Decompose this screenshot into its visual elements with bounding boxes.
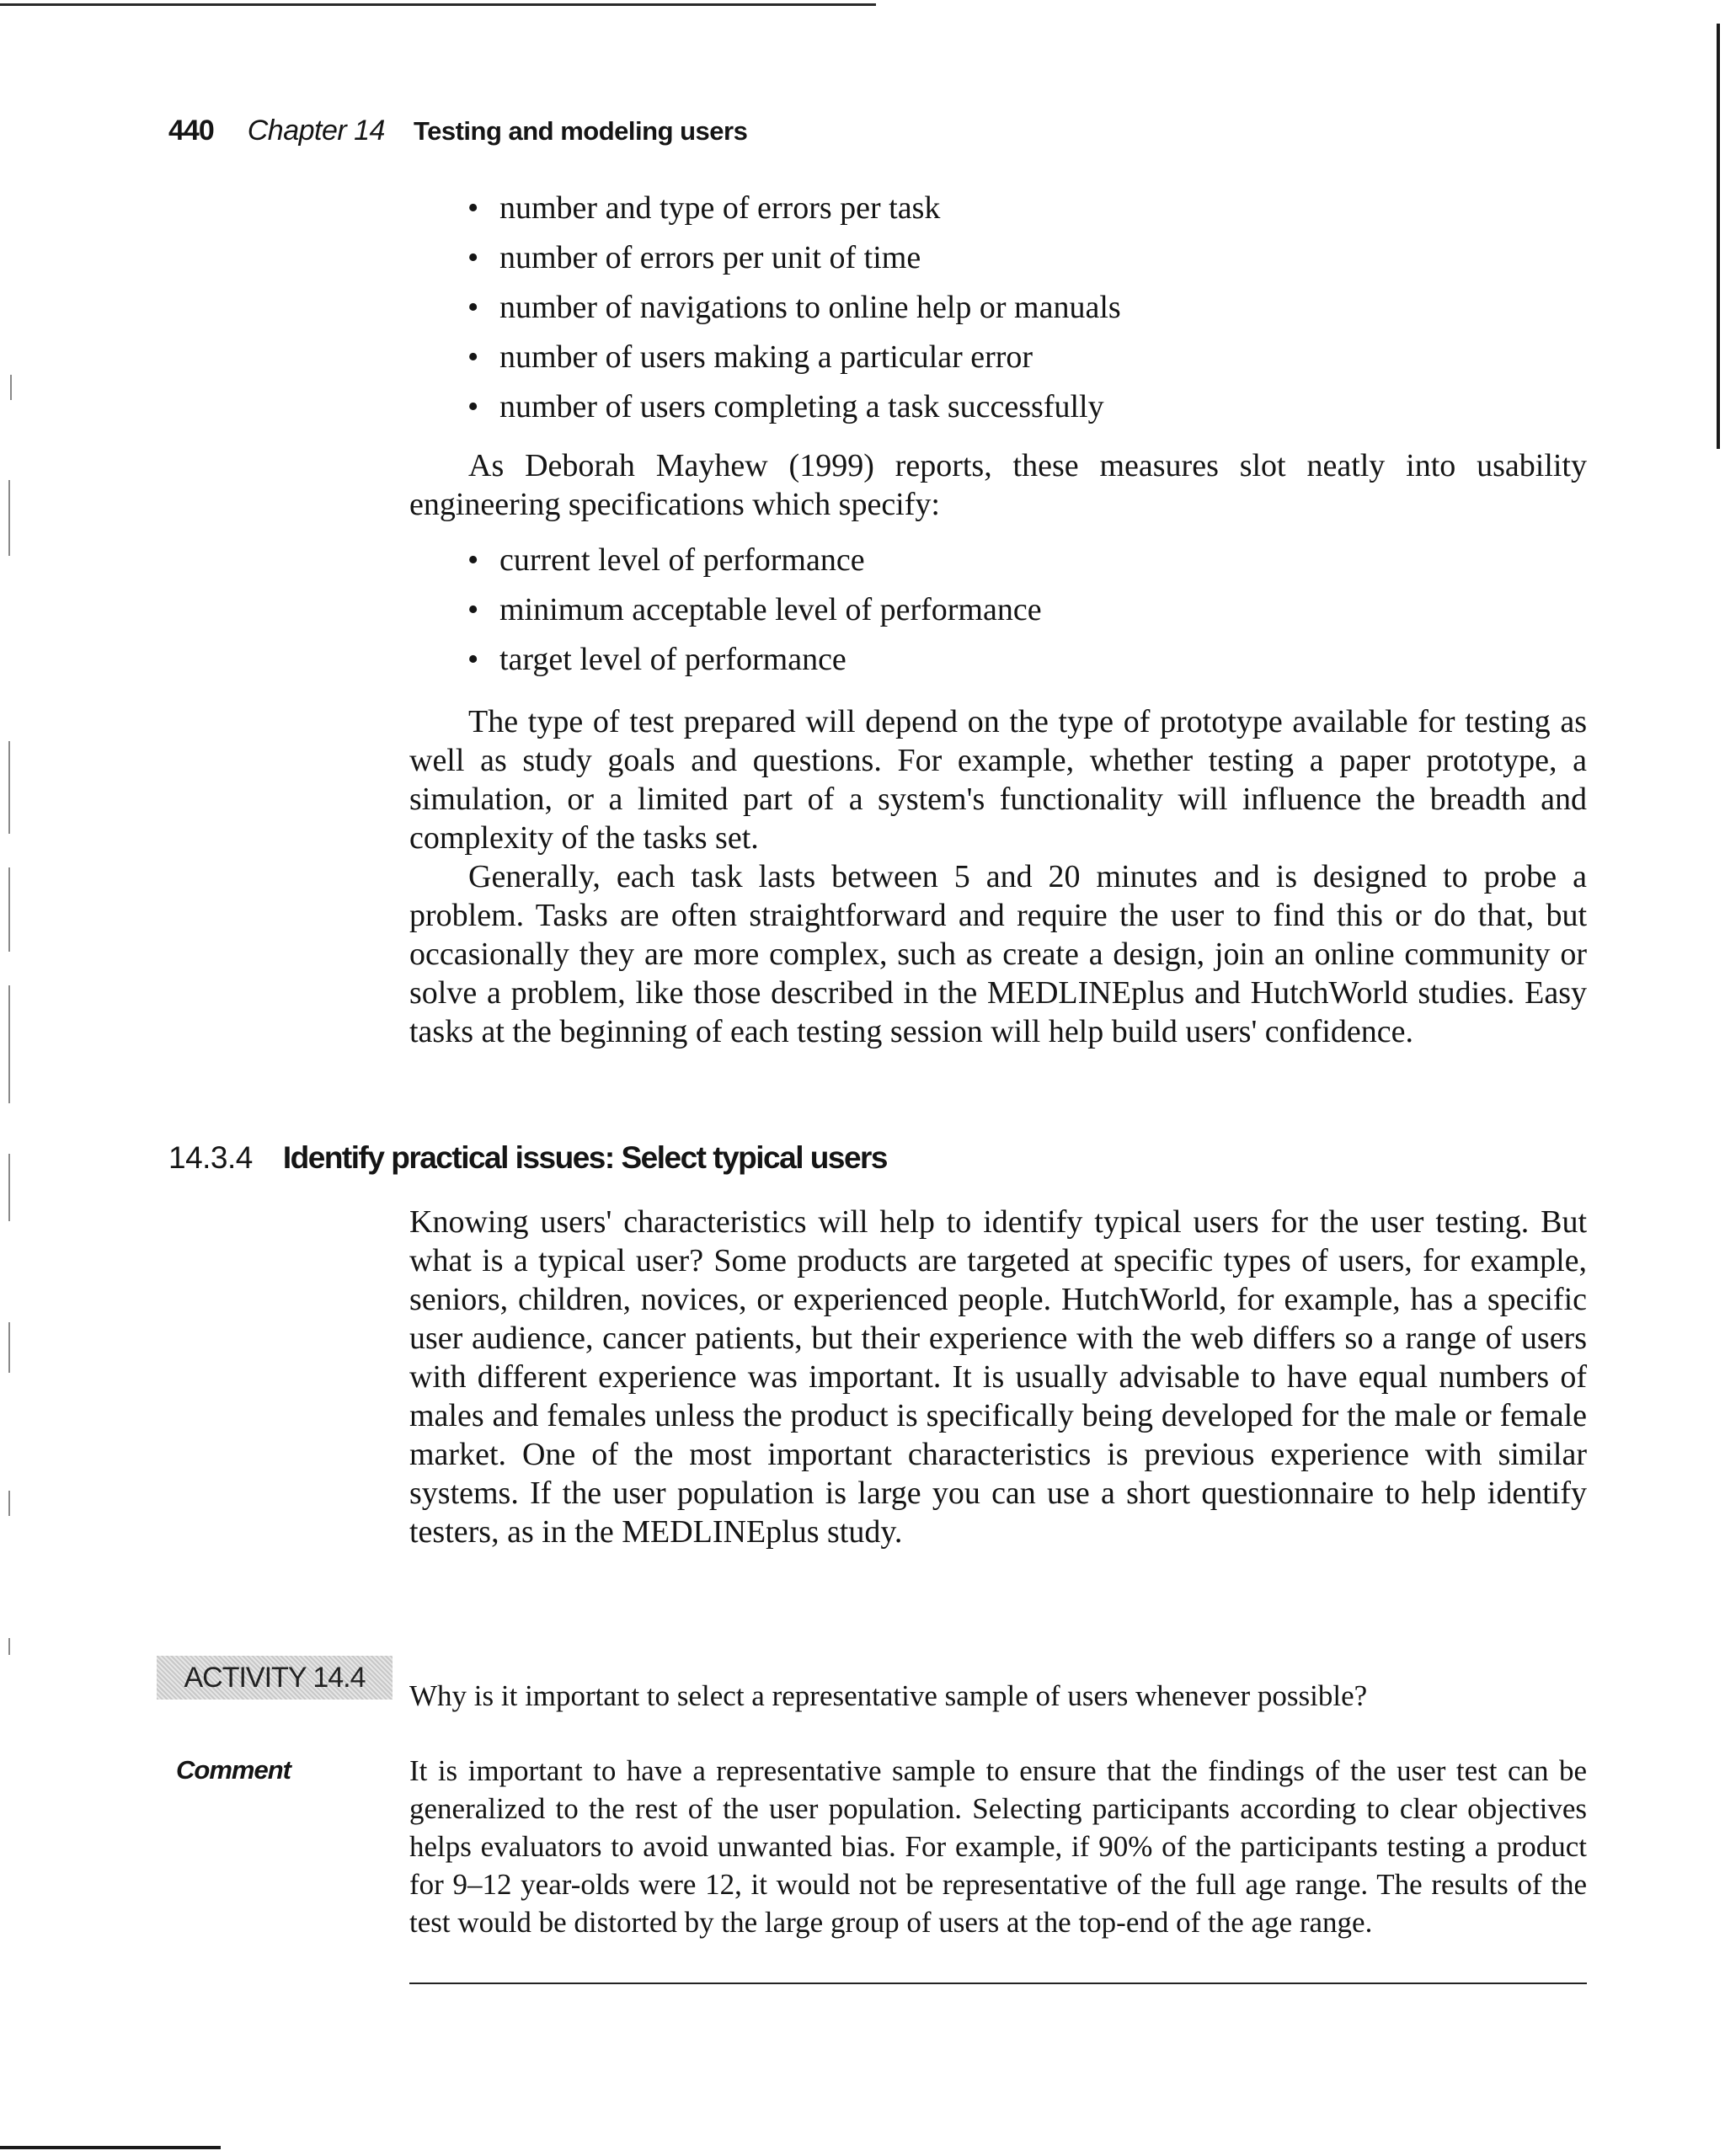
page-number: 440 [168, 115, 214, 147]
list-item: • number of navigations to online help or manuals [467, 288, 1588, 338]
margin-mark [8, 867, 10, 952]
paragraph-typical-users: Knowing users' characteristics will help to identify typical users for the user testing. But what is a typical user? Some products are targeted at specific types of users, for example, seniors, children, novices, or experienced people. HutchWorld, for example, has a specific user audience, cancer patients, but their experience with the web differs so a range of users with different experience was important. It is usually advisable to have equal numbers of males and females unless the product is specifically being developed for the male or female market. One of the most important characteristics is previous experience with similar systems. If the user population is large you can use a short questionnaire to help identify testers, as in the MEDLINEplus study. [409, 1204, 1587, 1550]
section-title: Identify practical issues: Select typical users [282, 1140, 887, 1175]
page-header [168, 115, 1516, 152]
list-item: • minimum acceptable level of performance [467, 590, 1588, 640]
top-scan-rule [0, 3, 876, 6]
paragraph-mayhew: As Deborah Mayhew (1999) reports, these measures slot neatly into usability engineering specifications which specify: [409, 448, 1587, 522]
section-number: 14.3.4 [168, 1140, 253, 1175]
right-scan-rule [1717, 24, 1720, 449]
activity-label: ACTIVITY 14.4 [157, 1656, 393, 1700]
comment-text: It is important to have a representative sample to ensure that the findings of the user test can be generalized to the rest of the user population. Selecting participants according to clear objectives helps evaluators to avoid unwanted bias. For example, if 90% of the participants testing a product for 9–12 year-olds were 12, it would not be representative of the full age range. The results of the test would be distorted by the large group of users at the top-end of the age range. [409, 1754, 1587, 1939]
bullet-list-performance [467, 541, 1588, 690]
margin-mark [8, 985, 10, 1103]
list-item: • number of errors per unit of time [467, 238, 1588, 288]
paragraph-type-of-test: The type of test prepared will depend on the type of prototype available for testing as well as study goals and questions. For example, whether testing a paper prototype, a simulation, or a limited part of a system's functionality will influence the breadth and complexity of the tasks set. [409, 704, 1587, 856]
paragraph-task-duration: Generally, each task lasts between 5 and 20 minutes and is designed to probe a problem. Tasks are often straightforward and require the user to find this or do that, but occasionally they are more complex, such as create a design, join an online community or solve a problem, like those described in the MEDLINEplus and HutchWorld studies. Easy tasks at the beginning of each testing session will help build users' confidence. [409, 859, 1587, 1049]
bullet-list-measures [467, 189, 1588, 437]
margin-mark [8, 480, 10, 556]
list-item: • number and type of errors per task [467, 189, 1588, 238]
comment-label: Comment [176, 1755, 291, 1785]
list-item: • number of users completing a task successfully [467, 387, 1588, 437]
list-item: • number of users making a particular error [467, 338, 1588, 387]
section-heading [168, 1140, 1516, 1182]
margin-mark [8, 1638, 10, 1655]
bottom-scan-rule [0, 2146, 221, 2149]
chapter-title: Testing and modeling users [413, 116, 748, 146]
margin-mark [8, 1322, 10, 1373]
activity-end-rule [409, 1983, 1587, 1984]
activity-question: Why is it important to select a representative sample of users whenever possible? [409, 1679, 1368, 1712]
chapter-label: Chapter 14 [247, 115, 385, 147]
margin-mark [8, 1154, 10, 1221]
margin-mark [8, 1491, 10, 1516]
margin-mark [10, 375, 12, 400]
list-item: • target level of performance [467, 640, 1588, 690]
list-item: • current level of performance [467, 541, 1588, 590]
margin-mark [8, 741, 10, 834]
